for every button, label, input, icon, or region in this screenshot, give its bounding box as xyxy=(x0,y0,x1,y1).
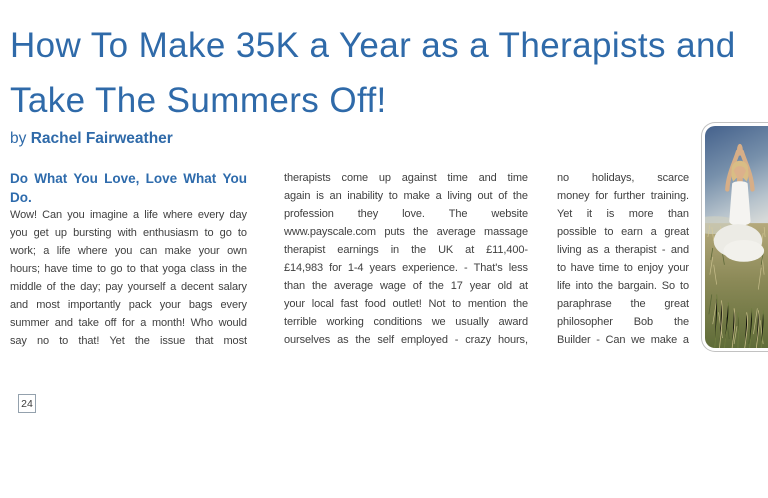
author-name: Rachel Fairweather xyxy=(30,130,173,147)
byline xyxy=(10,130,173,148)
body-line: you get up bursting with enthusiasm to go to xyxy=(10,227,247,239)
body-line: to have time to enjoy your xyxy=(557,262,689,274)
body-line: no holidays, scarce xyxy=(557,172,689,184)
byline-prefix: by xyxy=(10,130,27,147)
page-number: 24 xyxy=(21,397,33,410)
body-line: Wow! Can you imagine a life where every day xyxy=(10,209,247,221)
body-line: ourselves as the self employed - crazy hours, xyxy=(284,334,528,346)
body-line: possible to earn a great xyxy=(557,226,689,238)
body-line: Yet it is more than xyxy=(557,208,689,220)
body-line: terrible working conditions we usually award xyxy=(284,316,528,328)
article-title xyxy=(10,18,766,128)
body-line: your local fast food outlet! Not to mention the xyxy=(284,298,528,310)
column-3 xyxy=(557,172,689,352)
body-line: life into the bargain. So to xyxy=(557,280,689,292)
column-2 xyxy=(284,172,528,352)
body-line: middle of the day; pay yourself a decent salary xyxy=(10,281,247,293)
column-1-heading xyxy=(10,171,247,209)
body-line: than the average wage of the 17 year old at xyxy=(284,280,528,292)
title-line-2: Take The Summers Off! xyxy=(10,81,387,120)
column-1 xyxy=(10,209,247,353)
heading-line: Do. xyxy=(10,190,32,205)
body-line: therapist earnings in the UK at £11,400- xyxy=(284,244,528,256)
body-line: living as a therapist - and xyxy=(557,244,689,256)
photo-frame xyxy=(701,122,768,352)
body-line: £14,983 for 1-4 years experience. - That's less xyxy=(284,262,528,274)
body-line: money for further training. xyxy=(557,190,689,202)
body-line: therapists come up against time and time xyxy=(284,172,528,184)
body-line: www.payscale.com puts the average massage xyxy=(284,226,528,238)
body-line: summer and take off for a month! Who would xyxy=(10,317,247,329)
body-line: profession they love. The website xyxy=(284,208,528,220)
body-line: paraphrase the great xyxy=(557,298,689,310)
page-number-badge xyxy=(18,394,36,413)
body-line: hours; have time to go to that yoga class in the xyxy=(10,263,247,275)
title-line-1: How To Make 35K a Year as a Therapists and xyxy=(10,26,736,65)
heading-line: Do What You Love, Love What You xyxy=(10,171,247,186)
body-line: say no to that! Yet the issue that most xyxy=(10,335,247,347)
body-line: work; a life where you can make your own xyxy=(10,245,247,257)
body-line: Builder - Can we make a xyxy=(557,334,689,346)
yoga-photo-illustration xyxy=(705,126,768,348)
yoga-photo xyxy=(705,126,768,348)
body-line: philosopher Bob the xyxy=(557,316,689,328)
body-line: again is an inability to make a living out of the xyxy=(284,190,528,202)
body-line: and most importantly pack your bags every xyxy=(10,299,247,311)
